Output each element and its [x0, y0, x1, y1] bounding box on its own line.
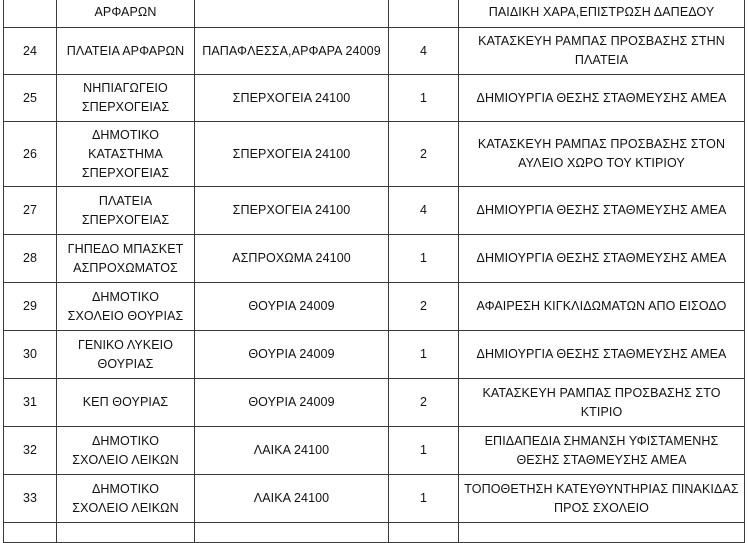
table-row — [4, 0, 745, 28]
cell-place: ΓΗΠΕΔΟ ΜΠΑΣΚΕΤ ΑΣΠΡΟΧΩΜΑΤΟΣ — [57, 235, 195, 283]
table-row — [4, 331, 745, 379]
cell-priority: 2 — [389, 283, 459, 331]
table-row — [4, 187, 745, 235]
cell-action — [459, 523, 745, 543]
accessibility-works-table — [3, 0, 745, 543]
cell-no — [4, 0, 57, 28]
table-row — [4, 122, 745, 187]
cell-address: ΘΟΥΡΙΑ 24009 — [195, 379, 389, 427]
cell-no — [4, 523, 57, 543]
cell-priority: 1 — [389, 427, 459, 475]
cell-priority: 4 — [389, 28, 459, 75]
cell-place: ΑΡΦΑΡΩΝ — [57, 0, 195, 28]
cell-priority: 1 — [389, 75, 459, 122]
cell-place: ΚΕΠ ΘΟΥΡΙΑΣ — [57, 379, 195, 427]
cell-no: 29 — [4, 283, 57, 331]
cell-no: 24 — [4, 28, 57, 75]
cell-no: 32 — [4, 427, 57, 475]
cell-place: ΔΗΜΟΤΙΚΟ ΣΧΟΛΕΙΟ ΛΕΙΚΩΝ — [57, 427, 195, 475]
cell-priority — [389, 0, 459, 28]
cell-priority: 4 — [389, 187, 459, 235]
cell-place: ΠΛΑΤΕΙΑ ΣΠΕΡΧΟΓΕΙΑΣ — [57, 187, 195, 235]
cell-action: ΑΦΑΙΡΕΣΗ ΚΙΓΚΛΙΔΩΜΑΤΩΝ ΑΠΟ ΕΙΣΟΔΟ — [459, 283, 745, 331]
cell-address — [195, 0, 389, 28]
cell-priority: 1 — [389, 331, 459, 379]
cell-place — [57, 523, 195, 543]
cell-action: ΔΗΜΙΟΥΡΓΙΑ ΘΕΣΗΣ ΣΤΑΘΜΕΥΣΗΣ ΑΜΕΑ — [459, 235, 745, 283]
cell-address: ΛΑΙΚΑ 24100 — [195, 475, 389, 523]
cell-address: ΠΑΠΑΦΛΕΣΣΑ,ΑΡΦΑΡΑ 24009 — [195, 28, 389, 75]
cell-address: ΣΠΕΡΧΟΓΕΙΑ 24100 — [195, 75, 389, 122]
cell-place: ΔΗΜΟΤΙΚΟ ΚΑΤΑΣΤΗΜΑ ΣΠΕΡΧΟΓΕΙΑΣ — [57, 122, 195, 187]
cell-no: 26 — [4, 122, 57, 187]
cell-action: ΔΗΜΙΟΥΡΓΙΑ ΘΕΣΗΣ ΣΤΑΘΜΕΥΣΗΣ ΑΜΕΑ — [459, 75, 745, 122]
table-row — [4, 475, 745, 523]
table-row — [4, 28, 745, 75]
cell-place: ΔΗΜΟΤΙΚΟ ΣΧΟΛΕΙΟ ΛΕΙΚΩΝ — [57, 475, 195, 523]
cell-address: ΣΠΕΡΧΟΓΕΙΑ 24100 — [195, 187, 389, 235]
cell-address: ΑΣΠΡΟΧΩΜΑ 24100 — [195, 235, 389, 283]
cell-action: ΚΑΤΑΣΚΕΥΗ ΡΑΜΠΑΣ ΠΡΟΣΒΑΣΗΣ ΣΤΟ ΚΤΙΡΙΟ — [459, 379, 745, 427]
cell-address: ΣΠΕΡΧΟΓΕΙΑ 24100 — [195, 122, 389, 187]
cell-priority: 1 — [389, 475, 459, 523]
cell-address — [195, 523, 389, 543]
cell-no: 31 — [4, 379, 57, 427]
cell-priority — [389, 523, 459, 543]
cell-place: ΓΕΝΙΚΟ ΛΥΚΕΙΟ ΘΟΥΡΙΑΣ — [57, 331, 195, 379]
cell-action: ΕΠΙΔΑΠΕΔΙΑ ΣΗΜΑΝΣΗ ΥΦΙΣΤΑΜΕΝΗΣ ΘΕΣΗΣ ΣΤΑΘΜΕΥΣΗΣ ΑΜΕΑ — [459, 427, 745, 475]
cell-no: 27 — [4, 187, 57, 235]
cell-address: ΘΟΥΡΙΑ 24009 — [195, 283, 389, 331]
cell-no: 33 — [4, 475, 57, 523]
table-row — [4, 283, 745, 331]
cell-priority: 2 — [389, 379, 459, 427]
cell-priority: 1 — [389, 235, 459, 283]
cell-action: ΚΑΤΑΣΚΕΥΗ ΡΑΜΠΑΣ ΠΡΟΣΒΑΣΗΣ ΣΤΟΝ ΑΥΛΕΙΟ ΧΩΡΟ ΤΟΥ ΚΤΙΡΙΟΥ — [459, 122, 745, 187]
table-row — [4, 427, 745, 475]
cell-no: 25 — [4, 75, 57, 122]
table-row — [4, 523, 745, 543]
cell-address: ΛΑΙΚΑ 24100 — [195, 427, 389, 475]
cell-address: ΘΟΥΡΙΑ 24009 — [195, 331, 389, 379]
cell-no: 28 — [4, 235, 57, 283]
table-row — [4, 75, 745, 122]
cell-priority: 2 — [389, 122, 459, 187]
cell-action: ΔΗΜΙΟΥΡΓΙΑ ΘΕΣΗΣ ΣΤΑΘΜΕΥΣΗΣ ΑΜΕΑ — [459, 187, 745, 235]
cell-action: ΤΟΠΟΘΕΤΗΣΗ ΚΑΤΕΥΘΥΝΤΗΡΙΑΣ ΠΙΝΑΚΙΔΑΣ ΠΡΟΣ ΣΧΟΛΕΙΟ — [459, 475, 745, 523]
cell-place: ΝΗΠΙΑΓΩΓΕΙΟ ΣΠΕΡΧΟΓΕΙΑΣ — [57, 75, 195, 122]
cell-place: ΔΗΜΟΤΙΚΟ ΣΧΟΛΕΙΟ ΘΟΥΡΙΑΣ — [57, 283, 195, 331]
cell-action: ΔΗΜΙΟΥΡΓΙΑ ΘΕΣΗΣ ΣΤΑΘΜΕΥΣΗΣ ΑΜΕΑ — [459, 331, 745, 379]
cell-place: ΠΛΑΤΕΙΑ ΑΡΦΑΡΩΝ — [57, 28, 195, 75]
table-row — [4, 379, 745, 427]
cell-action: ΠΑΙΔΙΚΗ ΧΑΡΑ,ΕΠΙΣΤΡΩΣΗ ΔΑΠΕΔΟΥ — [459, 0, 745, 28]
cell-no: 30 — [4, 331, 57, 379]
cell-action: ΚΑΤΑΣΚΕΥΗ ΡΑΜΠΑΣ ΠΡΟΣΒΑΣΗΣ ΣΤΗΝ ΠΛΑΤΕΙΑ — [459, 28, 745, 75]
table-row — [4, 235, 745, 283]
